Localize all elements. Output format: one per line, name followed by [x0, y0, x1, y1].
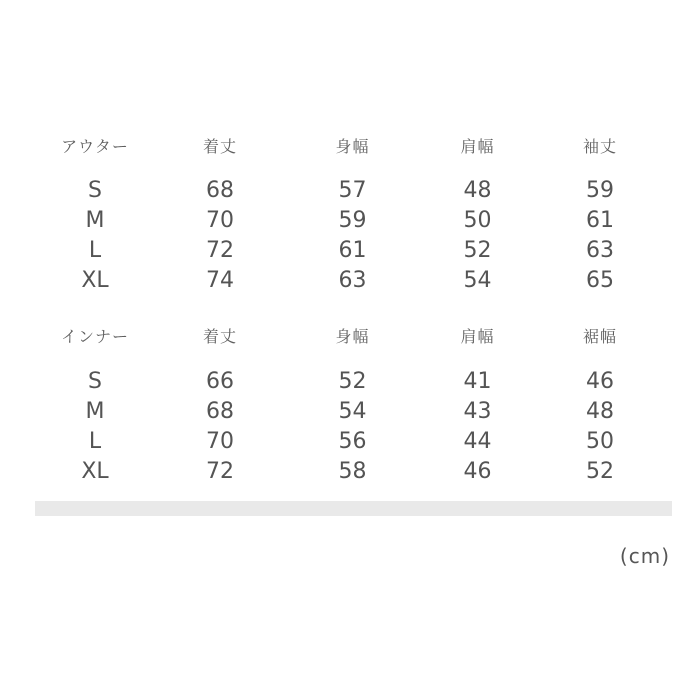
measurement-value: 63	[338, 267, 367, 293]
table-row	[40, 265, 660, 295]
measurement-value: 70	[206, 428, 234, 454]
measurement-value: 61	[586, 207, 614, 233]
measurement-value: 58	[338, 458, 367, 484]
table-row	[40, 426, 660, 456]
measurement-value: 63	[586, 237, 614, 263]
size-label: XL	[81, 267, 109, 293]
section-title: アウター	[61, 136, 129, 156]
size-label: S	[88, 368, 102, 394]
measurement-value: 50	[586, 428, 614, 454]
measurement-value: 52	[586, 458, 614, 484]
table-header-row	[40, 130, 660, 160]
measurement-value: 44	[463, 428, 492, 454]
column-header-body-width: 身幅	[335, 136, 370, 156]
measurement-value: 46	[586, 368, 614, 394]
measurement-value: 68	[206, 177, 234, 203]
outer-size-table	[40, 130, 660, 295]
unit-label: (cm)	[619, 544, 670, 568]
column-header-hem-width: 裾幅	[582, 326, 617, 346]
measurement-value: 43	[463, 398, 492, 424]
size-label: M	[85, 207, 105, 233]
measurement-value: 61	[338, 237, 367, 263]
inner-size-table	[40, 320, 660, 486]
measurement-value: 74	[206, 267, 234, 293]
table-row	[40, 456, 660, 486]
divider-bar	[35, 501, 672, 516]
table-row	[40, 396, 660, 426]
table-row	[40, 366, 660, 396]
column-header-body-width: 身幅	[335, 326, 370, 346]
measurement-value: 46	[463, 458, 492, 484]
measurement-value: 50	[463, 207, 492, 233]
measurement-value: 56	[338, 428, 367, 454]
size-label: L	[88, 237, 102, 263]
measurement-value: 48	[463, 177, 492, 203]
measurement-value: 54	[463, 267, 492, 293]
column-header-shoulder-width: 肩幅	[460, 326, 495, 346]
measurement-value: 59	[586, 177, 614, 203]
measurement-value: 52	[463, 237, 492, 263]
column-header-sleeve-length: 袖丈	[582, 136, 617, 156]
measurement-value: 59	[338, 207, 367, 233]
column-header-length: 着丈	[202, 326, 237, 346]
table-row	[40, 175, 660, 205]
measurement-value: 72	[206, 237, 234, 263]
measurement-value: 66	[206, 368, 234, 394]
table-row	[40, 235, 660, 265]
size-label: XL	[81, 458, 109, 484]
measurement-value: 72	[206, 458, 234, 484]
table-header-row	[40, 320, 660, 350]
measurement-value: 65	[586, 267, 614, 293]
measurement-value: 52	[338, 368, 367, 394]
table-row	[40, 205, 660, 235]
measurement-value: 41	[463, 368, 492, 394]
measurement-value: 57	[338, 177, 367, 203]
size-label: L	[88, 428, 102, 454]
measurement-value: 54	[338, 398, 367, 424]
measurement-value: 70	[206, 207, 234, 233]
section-title: インナー	[60, 326, 129, 346]
column-header-shoulder-width: 肩幅	[460, 136, 495, 156]
measurement-value: 48	[586, 398, 614, 424]
column-header-length: 着丈	[202, 136, 237, 156]
size-label: S	[88, 177, 102, 203]
measurement-value: 68	[206, 398, 234, 424]
size-label: M	[85, 398, 105, 424]
